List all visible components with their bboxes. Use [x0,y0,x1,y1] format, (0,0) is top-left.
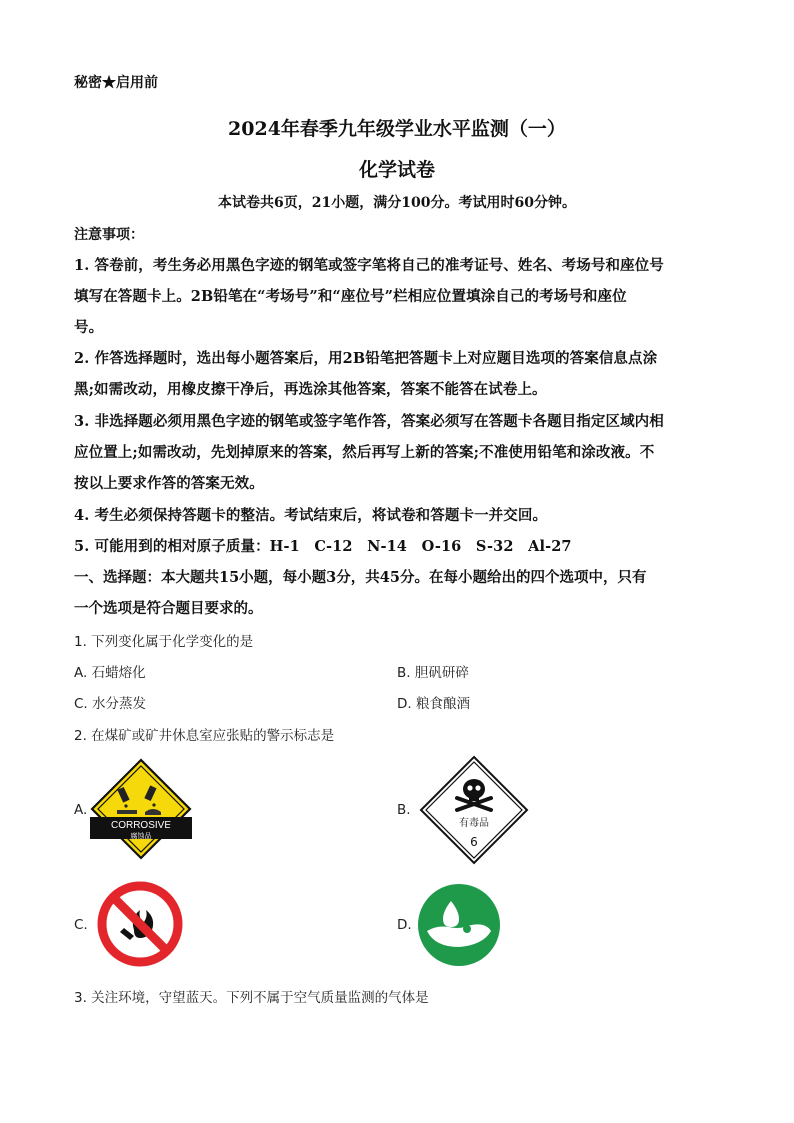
secret-mark: 秘密★启用前 [74,75,158,91]
q1-option-c[interactable] [74,692,146,712]
q1-option-b[interactable] [397,661,469,681]
notice-line: 号。 [74,319,104,336]
q1-option-a[interactable] [74,661,146,681]
q2-option-b-label[interactable]: B. [397,802,411,818]
corrosive-sign-icon [90,758,192,860]
notice-heading: 注意事项： [74,227,144,243]
notice-line: 填写在答题卡上。2B铅笔在“考场号”和“座位号”栏相应位置填涂自己的考场号和座位 [74,288,627,305]
section-heading: 一、选择题：本大题共15小题，每小题3分，共45分。在每小题给出的四个选项中，只有 [74,569,647,586]
option-text: 石蜡熔化 [91,665,146,681]
section-heading: 一个选项是符合题目要求的。 [74,600,263,617]
option-label: B. [397,665,411,681]
option-text: 胆矾研碎 [414,665,469,681]
toxic-sign-icon [419,755,529,865]
option-label: C. [74,696,88,712]
notice-line: 按以上要求作答的答案无效。 [74,475,264,492]
sign-number: 6 [470,835,478,849]
notice-line: 2. 作答选择题时，选出每小题答案后，用2B铅笔把答题卡上对应题目选项的答案信息点涂 [74,350,658,367]
atomic-mass-line: 5. 可能用到的相对原子质量：H-1 C-12 N-14 O-16 S-32 Al-27 [74,538,572,555]
exam-title: 2024年春季九年级学业水平监测（一） [228,118,566,140]
notice-line: 黑;如需改动，用橡皮擦干净后，再选涂其他答案，答案不能答在试卷上。 [74,381,547,398]
sign-text-en: CORROSIVE [110,820,172,831]
exam-subject: 化学试卷 [358,159,435,181]
q2-option-a-label[interactable]: A. [74,802,88,818]
question-2-stem: 2. 在煤矿或矿井休息室应张贴的警示标志是 [74,728,335,744]
exam-summary: 本试卷共6页，21小题，满分100分。考试用时60分钟。 [218,195,576,211]
option-label: D. [397,696,412,712]
sign-text-cn: 有毒品 [459,818,489,829]
option-label: A. [74,665,88,681]
notice-line: 1. 答卷前，考生务必用黑色字迹的钢笔或签字笔将自己的准考证号、姓名、考场号和座位号 [74,257,664,274]
q1-option-d[interactable] [397,692,470,712]
q2-option-c-label[interactable]: C. [74,917,88,933]
notice-line: 4. 考生必须保持答题卡的整洁。考试结束后，将试卷和答题卡一并交回。 [74,507,548,524]
notice-line: 3. 非选择题必须用黑色字迹的钢笔或签字笔作答，答案必须写在答题卡各题目指定区域内相 [74,413,664,430]
option-text: 水分蒸发 [92,696,147,712]
no-fire-sign-icon [96,880,184,968]
question-1-stem: 1. 下列变化属于化学变化的是 [74,634,254,650]
sign-text-cn: 腐蚀品 [130,832,152,840]
question-3-stem: 3. 关注环境，守望蓝天。下列不属于空气质量监测的气体是 [74,990,429,1006]
q2-option-d-label[interactable]: D. [397,917,412,933]
option-text: 粮食酿酒 [415,696,470,712]
water-saving-sign-icon [417,883,501,967]
notice-line: 应位置上;如需改动，先划掉原来的答案，然后再写上新的答案;不准使用铅笔和涂改液。不 [74,444,655,461]
